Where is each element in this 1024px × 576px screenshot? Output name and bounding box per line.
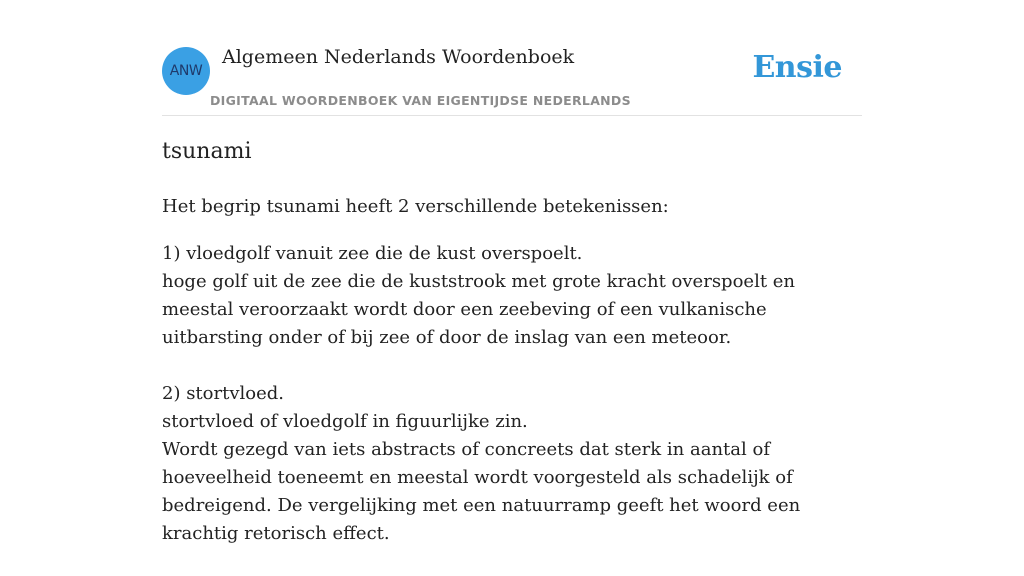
meaning-heading: 1) vloedgolf vanuit zee die de kust overspoelt.: [162, 243, 583, 264]
content-container: [162, 0, 862, 544]
site-title[interactable]: Algemeen Nederlands Woordenboek: [222, 46, 575, 68]
site-subtitle: DIGITAAL WOORDENBOEK VAN EIGENTIJDSE NEDERLANDS: [210, 93, 631, 108]
meaning-2: [162, 380, 862, 548]
meaning-1: [162, 240, 862, 352]
entry-title: tsunami: [162, 139, 252, 164]
meaning-line: hoge golf uit de zee die de kuststrook met grote kracht overspoelt en meestal veroorzaakt wordt door een zeebeving of een vulkanische uitbarsting onder of bij zee of door de inslag van een meteoor.: [162, 271, 796, 348]
ensie-brand-link[interactable]: Ensie: [752, 50, 842, 85]
meaning-heading: 2) stortvloed.: [162, 383, 285, 404]
anw-logo[interactable]: [162, 47, 210, 95]
meaning-line: stortvloed of vloedgolf in figuurlijke zin.: [162, 411, 528, 432]
logo-text: ANW: [169, 63, 203, 79]
meaning-line: Wordt gezegd van iets abstracts of concreets dat sterk in aantal of hoeveelheid toeneemt en meestal wordt voorgesteld als schadelijk of bedreigend. De vergelijking met een natuurramp geeft het woord een krachtig retorisch effect.: [162, 439, 801, 544]
site-header: [162, 0, 862, 116]
entry-content: [162, 193, 862, 576]
entry-intro: Het begrip tsunami heeft 2 verschillende betekenissen:: [162, 196, 669, 217]
